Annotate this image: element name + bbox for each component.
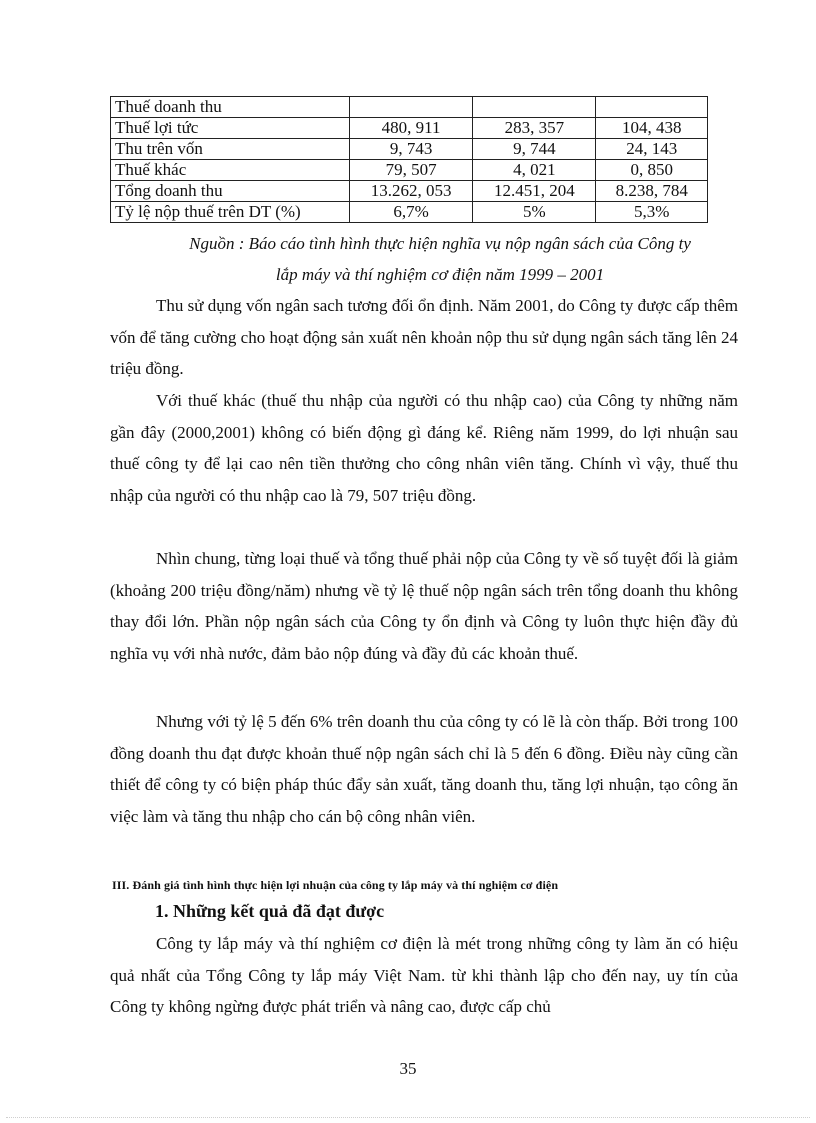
- cell-2000: 4, 021: [473, 160, 596, 181]
- paragraph-capital-usage: Thu sử dụng vốn ngân sach tương đối ổn định. Năm 2001, do Công ty được cấp thêm vốn để tăng cường cho hoạt động sản xuất nên khoản nộp thu sử dụng ngân sách tăng lên 24 triệu đồng.: [110, 296, 738, 378]
- paragraph-other-taxes: Với thuế khác (thuế thu nhập của người có thu nhập cao) của Công ty những năm gần đây (2000,2001) không có biến động gì đáng kể. Riêng năm 1999, do lợi nhuận sau thuế công ty để lại cao nên tiền thưởng cho công nhân viên tăng. Chính vì vậy, thuế thu nhập của người có thu nhập cao là 79, 507 triệu đồng.: [110, 391, 738, 505]
- cell-1999: [350, 97, 473, 118]
- table-row: [111, 181, 708, 202]
- paragraph-achievements: Công ty lắp máy và thí nghiệm cơ điện là mét trong những công ty làm ăn có hiệu quả nhất của Tổng Công ty lắp máy Việt Nam. từ khi thành lập cho đến nay, uy tín của Công ty không ngừng được phát triển và nâng cao, được cấp chủ: [110, 934, 738, 1016]
- table-row: [111, 97, 708, 118]
- source-note-line-2: lắp máy và thí nghiệm cơ điện năm 1999 – 2001: [275, 265, 605, 284]
- row-label: Thuế lợi tức: [111, 118, 350, 139]
- row-label: Tổng doanh thu: [111, 181, 350, 202]
- table-row: [111, 139, 708, 160]
- source-note-line-1: Nguồn : Báo cáo tình hình thực hiện nghĩa vụ nộp ngân sách của Công ty: [189, 234, 691, 253]
- cell-2001: [596, 97, 708, 118]
- tax-table: [110, 96, 708, 223]
- paragraph-overall-taxes: Nhìn chung, từng loại thuế và tổng thuế phải nộp của Công ty về số tuyệt đối là giảm (khoảng 200 triệu đồng/năm) nhưng về tỷ lệ thuế nộp ngân sách trên tổng doanh thu không thay đổi lớn. Phần nộp ngân sách của Công ty ổn định và Công ty luôn thực hiện đầy đủ nghĩa vụ với nhà nước, đảm bảo nộp đúng và đầy đủ các khoản thuế.: [110, 549, 738, 663]
- cell-1999: 9, 743: [350, 139, 473, 160]
- cell-2001: 8.238, 784: [596, 181, 708, 202]
- cell-2000: 5%: [473, 202, 596, 223]
- cell-2001: 24, 143: [596, 139, 708, 160]
- cell-2000: 9, 744: [473, 139, 596, 160]
- row-label: Tỷ lệ nộp thuế trên DT (%): [111, 202, 350, 223]
- section-heading: III. Đánh giá tình hình thực hiện lợi nhuận của công ty lắp máy và thí nghiệm cơ điện: [112, 878, 559, 892]
- table-row: [111, 118, 708, 139]
- row-label: Thuế khác: [111, 160, 350, 181]
- page-number: 35: [399, 1059, 417, 1078]
- cell-2000: 12.451, 204: [473, 181, 596, 202]
- table-row: [111, 160, 708, 181]
- cell-1999: 79, 507: [350, 160, 473, 181]
- row-label: Thuế doanh thu: [111, 97, 350, 118]
- page-bottom-rule: [6, 1117, 810, 1118]
- cell-2001: 104, 438: [596, 118, 708, 139]
- cell-2001: 0, 850: [596, 160, 708, 181]
- paragraph-tax-ratio: Nhưng với tỷ lệ 5 đến 6% trên doanh thu của công ty có lẽ là còn thấp. Bởi trong 100 đồng doanh thu đạt được khoản thuế nộp ngân sách chỉ là 5 đến 6 đồng. Điều này cũng cần thiết để công ty có biện pháp thúc đẩy sản xuất, tăng doanh thu, tăng lợi nhuận, tạo công ăn việc làm và tăng thu nhập cho cán bộ công nhân viên.: [110, 712, 738, 826]
- cell-2001: 5,3%: [596, 202, 708, 223]
- table-row: [111, 202, 708, 223]
- cell-1999: 6,7%: [350, 202, 473, 223]
- cell-1999: 480, 911: [350, 118, 473, 139]
- cell-1999: 13.262, 053: [350, 181, 473, 202]
- cell-2000: [473, 97, 596, 118]
- sub-heading: 1. Những kết quả đã đạt được: [155, 901, 385, 921]
- row-label: Thu trên vốn: [111, 139, 350, 160]
- source-note: [120, 228, 760, 290]
- cell-2000: 283, 357: [473, 118, 596, 139]
